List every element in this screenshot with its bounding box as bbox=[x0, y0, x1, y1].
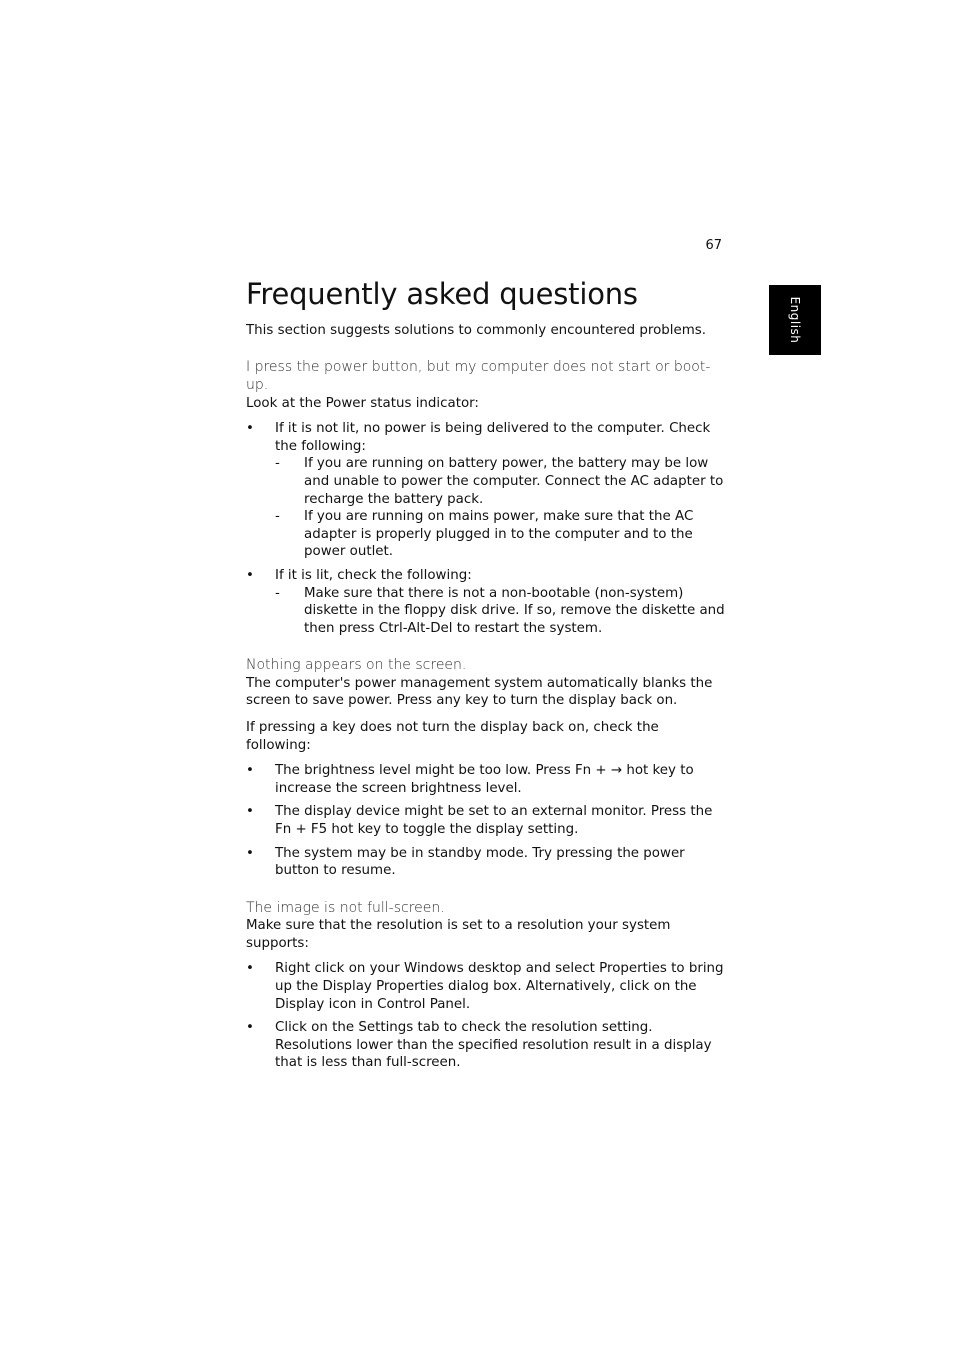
sub-text: If you are running on battery power, the battery may be low and unable to power the computer. Connect the AC adapter to recharge the battery pack. bbox=[304, 456, 724, 507]
sub-list bbox=[275, 585, 726, 638]
sub-text: Make sure that there is not a non-bootable (non-system) diskette in the floppy disk drive. If so, remove the diskette and then press Ctrl-Alt-Del to restart the system. bbox=[304, 585, 725, 636]
bullet-text: Right click on your Windows desktop and select Properties to bring up the Display Properties dialog box. Alternatively, click on the Display icon in Control Panel. bbox=[275, 961, 724, 1012]
bullet-marker: • bbox=[246, 763, 254, 779]
bullet-text: Click on the Settings tab to check the resolution setting. Resolutions lower than the specified resolution result in a display that is less than full-screen. bbox=[275, 1020, 712, 1071]
sub-item bbox=[275, 455, 726, 508]
faq-paragraph: Look at the Power status indicator: bbox=[246, 395, 479, 411]
page-number: 67 bbox=[705, 238, 722, 253]
bullet-item bbox=[246, 762, 726, 797]
intro-text: This section suggests solutions to commonly encountered problems. bbox=[246, 323, 707, 338]
bullet-list bbox=[246, 960, 726, 1072]
bullet-text: If it is lit, check the following: bbox=[275, 567, 472, 583]
bullet-item bbox=[246, 1019, 726, 1072]
faq-question: I press the power button, but my computer does not start or boot-up. bbox=[246, 358, 711, 394]
bullet-text: The system may be in standby mode. Try pressing the power button to resume. bbox=[275, 845, 685, 879]
dash-marker: - bbox=[275, 585, 280, 601]
faq-question: The image is not full-screen. bbox=[246, 899, 445, 916]
bullet-marker: • bbox=[246, 961, 254, 977]
bullet-marker: • bbox=[246, 1020, 254, 1036]
bullet-list bbox=[246, 762, 726, 880]
page-title: Frequently asked questions bbox=[246, 277, 638, 311]
bullet-marker: • bbox=[246, 421, 254, 437]
faq-paragraph: Make sure that the resolution is set to a resolution your system supports: bbox=[246, 918, 671, 951]
language-side-tab bbox=[769, 285, 821, 355]
bullet-text: The brightness level might be too low. Press Fn + → hot key to increase the screen brightness level. bbox=[275, 763, 694, 796]
faq-section-fullscreen bbox=[246, 899, 726, 1072]
sub-item bbox=[275, 508, 726, 561]
bullet-item bbox=[246, 567, 726, 637]
dash-marker: - bbox=[275, 456, 280, 472]
sub-text: If you are running on mains power, make sure that the AC adapter is properly plugged in to the computer and to the power outlet. bbox=[304, 509, 694, 560]
bullet-item bbox=[246, 960, 726, 1013]
bullet-item bbox=[246, 845, 726, 880]
side-tab-label: English bbox=[788, 296, 802, 344]
page-content bbox=[246, 272, 726, 1072]
faq-section-screen bbox=[246, 656, 726, 879]
faq-paragraph: The computer's power management system automatically blanks the screen to save power. Press any key to turn the display back on. bbox=[246, 675, 713, 709]
bullet-marker: • bbox=[246, 845, 254, 861]
bullet-marker: • bbox=[246, 567, 254, 583]
dash-marker: - bbox=[275, 509, 280, 525]
bullet-item bbox=[246, 803, 726, 838]
bullet-list bbox=[246, 420, 726, 637]
faq-section-power bbox=[246, 358, 726, 638]
bullet-text: If it is not lit, no power is being delivered to the computer. Check the following: bbox=[275, 421, 711, 454]
bullet-item bbox=[246, 420, 726, 561]
sub-list bbox=[275, 455, 726, 561]
bullet-marker: • bbox=[246, 804, 254, 820]
faq-paragraph: If pressing a key does not turn the display back on, check the following: bbox=[246, 720, 659, 753]
bullet-text: The display device might be set to an external monitor. Press the Fn + F5 hot key to toggle the display setting. bbox=[275, 804, 713, 837]
sub-item bbox=[275, 585, 726, 638]
faq-question: Nothing appears on the screen. bbox=[246, 657, 467, 674]
